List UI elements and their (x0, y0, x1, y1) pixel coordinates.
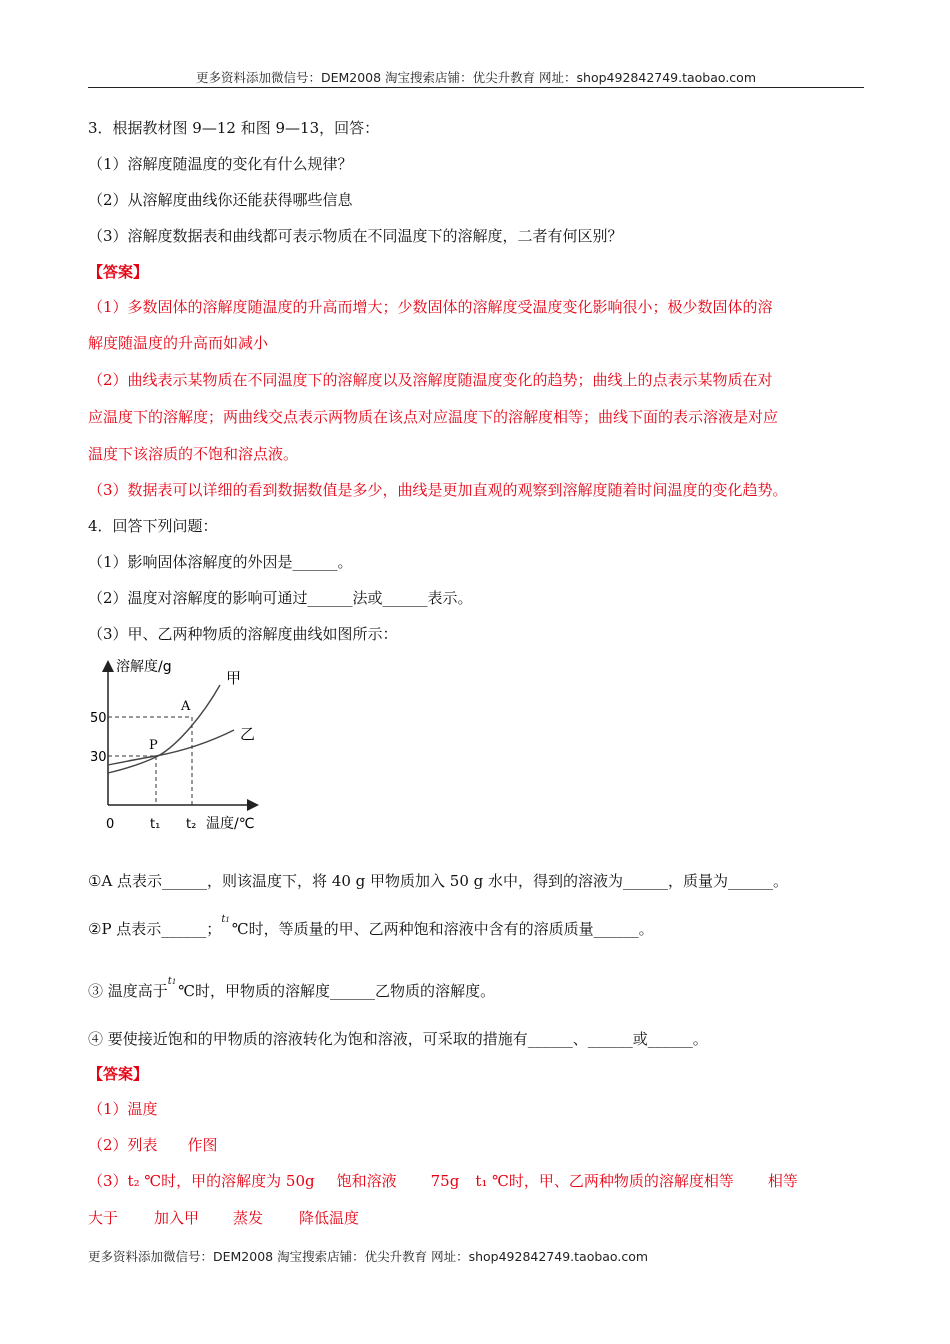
q4-answer-label: 【答案】 (88, 1065, 149, 1083)
q4-answer3-d: t₁ ℃时，甲、乙两种物质的溶解度相等 (475, 1172, 734, 1190)
q4-sub3-part-a: ③ 温度高于 (88, 982, 168, 1000)
t1-symbol: t1 (221, 914, 230, 925)
point-a-label: A (181, 699, 191, 714)
x-axis-label: 温度/℃ (206, 816, 255, 832)
q3-part1: （1）溶解度随温度的变化有什么规律？ (88, 155, 353, 173)
q3-part3: （3）溶解度数据表和曲线都可表示物质在不同温度下的溶解度，二者有何区别？ (88, 227, 623, 245)
q3-part2: （2）从溶解度曲线你还能获得哪些信息 (88, 191, 353, 209)
x-tick-t1: t₁ (150, 817, 161, 832)
q4-part1: （1）影响固体溶解度的外因是______。 (88, 553, 353, 571)
page-footer: 更多资料添加微信号：DEM2008 淘宝搜索店铺：优尖升教育 网址：shop492842749.taobao.com (88, 1249, 649, 1264)
q4-answer3-line2 (88, 1208, 359, 1228)
q4-sub1: ①A 点表示______，则该温度下，将 40 g 甲物质加入 50 g 水中，得到的溶液为______，质量为______。 (88, 872, 789, 890)
q3-answer1-line1: （1）多数固体的溶解度随温度的升高而增大；少数固体的溶解度受温度变化影响很小；极少数固体的溶 (88, 298, 773, 316)
q3-answer2-line3: 温度下该溶质的不饱和溶点液。 (88, 445, 299, 463)
q4-part3: （3）甲、乙两种物质的溶解度曲线如图所示： (88, 625, 398, 643)
solubility-chart (88, 655, 278, 840)
q4-sub4: ④ 要使接近饱和的甲物质的溶液转化为饱和溶液，可采取的措施有______、______或______。 (88, 1030, 708, 1048)
q4-answer3-i: 降低温度 (299, 1209, 360, 1227)
q4-answer3-e: 相等 (767, 1172, 798, 1190)
series-jia-label: 甲 (226, 669, 242, 687)
series-yi-label: 乙 (240, 725, 256, 743)
q4-answer2-b: 作图 (187, 1136, 218, 1154)
y-axis-label: 溶解度/g (116, 659, 172, 675)
x-tick-t2: t₂ (186, 817, 197, 832)
q4-answer3-c: 75g (430, 1172, 460, 1190)
q4-answer2-a: （2）列表 (88, 1136, 158, 1154)
y-tick-30: 30 (90, 750, 107, 765)
point-p-label: P (149, 738, 158, 753)
q4-answer3-a: （3）t₂ ℃时，甲的溶解度为 50g (88, 1172, 315, 1190)
q4-answer3-h: 蒸发 (233, 1209, 264, 1227)
q4-answer3-g: 加入甲 (154, 1209, 200, 1227)
q4-sub2 (88, 914, 654, 942)
x-tick-0: 0 (106, 817, 115, 832)
q3-answer3: （3）数据表可以详细的看到数据数值是多少，曲线是更加直观的观察到溶解度随着时间温度的变化趋势。 (88, 481, 788, 499)
q3-answer1-line2: 解度随温度的升高而如减小 (88, 334, 269, 352)
q4-answer2 (88, 1135, 218, 1155)
series-jia-curve (108, 685, 220, 773)
q3-answer2-line2: 应温度下的溶解度；两曲线交点表示两物质在该点对应温度下的溶解度相等；曲线下面的表示溶液是对应 (88, 408, 779, 426)
q4-answer3-line1 (88, 1171, 798, 1191)
q4-answer3-f: 大于 (88, 1209, 119, 1227)
q4-sub2-part-b: ℃时，等质量的甲、乙两种饱和溶液中含有的溶质质量______。 (231, 920, 654, 938)
page-header: 更多资料添加微信号：DEM2008 淘宝搜索店铺：优尖升教育 网址：shop492842749.taobao.com (195, 70, 757, 85)
q3-answer2-line1: （2）曲线表示某物质在不同温度下的溶解度以及溶解度随温度变化的趋势；曲线上的点表示某物质在对 (88, 371, 773, 389)
q4-part2: （2）温度对溶解度的影响可通过______法或______表示。 (88, 589, 473, 607)
y-tick-50: 50 (90, 711, 107, 726)
t1-symbol: t1 (167, 976, 177, 987)
q3-answer-label: 【答案】 (88, 263, 149, 281)
q4-answer1: （1）温度 (88, 1100, 158, 1118)
q4-title: 4．回答下列问题： (88, 517, 218, 535)
q4-sub3 (88, 976, 496, 1004)
q4-answer3-b: 饱和溶液 (336, 1172, 397, 1190)
q4-sub2-part-a: ②P 点表示______； (88, 920, 222, 938)
q4-sub3-part-b: ℃时，甲物质的溶解度______乙物质的溶解度。 (178, 982, 496, 1000)
q3-title: 3．根据教材图 9—12 和图 9—13，回答： (88, 119, 380, 137)
header-divider (88, 87, 864, 88)
